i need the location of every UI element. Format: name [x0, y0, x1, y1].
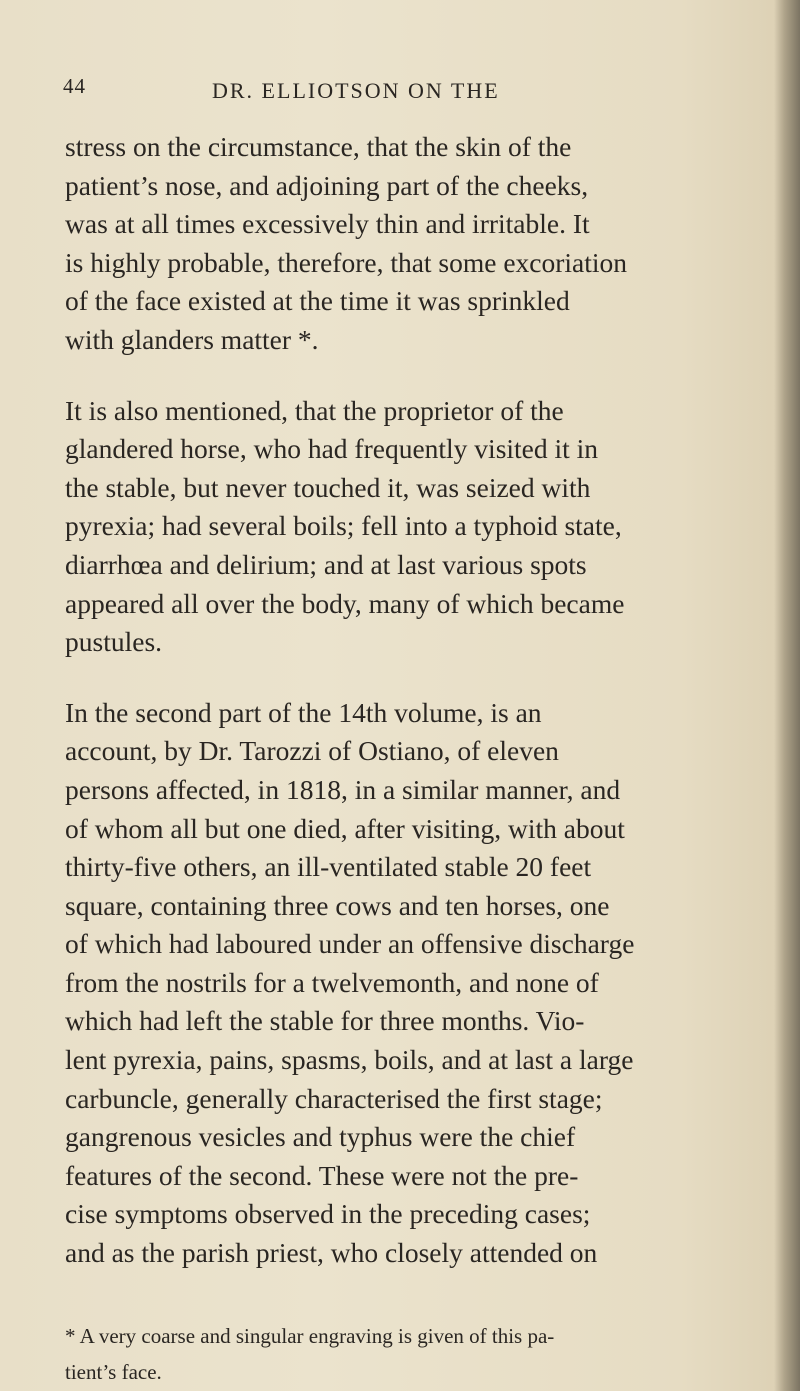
- text-line: lent pyrexia, pains, spasms, boils, and at last a large: [65, 1044, 634, 1076]
- text-line: square, containing three cows and ten horses, one: [65, 889, 610, 921]
- running-head: DR. ELLIOTSON ON THE: [212, 78, 500, 103]
- paragraph-gap: [65, 360, 715, 392]
- footnote-line: tient’s face.: [65, 1360, 162, 1384]
- text-line: pustules.: [65, 626, 163, 658]
- text-line: persons affected, in 1818, in a similar manner, and: [65, 773, 621, 805]
- text-line: patient’s nose, and adjoining part of the cheeks,: [65, 169, 589, 201]
- page-edge-shadow: [774, 0, 800, 1391]
- text-line: is highly probable, therefore, that some excoriation: [65, 246, 628, 278]
- text-line: was at all times excessively thin and irritable. It: [65, 208, 590, 240]
- text-line: of whom all but one died, after visiting, with about: [65, 812, 625, 844]
- text-line: carbuncle, generally characterised the first stage;: [65, 1082, 603, 1114]
- text-line: with glanders matter *.: [65, 323, 319, 355]
- text-line: thirty-five others, an ill-ventilated stable 20 feet: [65, 851, 592, 883]
- text-line: In the second part of the 14th volume, is an: [65, 696, 542, 728]
- text-line: features of the second. These were not the pre-: [65, 1159, 579, 1191]
- paragraph: [65, 392, 715, 662]
- text-line: and as the parish priest, who closely attended on: [65, 1237, 598, 1269]
- text-line: the stable, but never touched it, was seized with: [65, 471, 591, 503]
- text-line: from the nostrils for a twelvemonth, and none of: [65, 966, 599, 998]
- text-line: of the face existed at the time it was sprinkled: [65, 285, 570, 317]
- body-text: [65, 128, 715, 1273]
- text-line: diarrhœa and delirium; and at last various spots: [65, 548, 587, 580]
- page-number: 44: [63, 74, 86, 98]
- paragraph: [65, 694, 715, 1273]
- paragraph-gap: [65, 662, 715, 694]
- text-line: pyrexia; had several boils; fell into a typhoid state,: [65, 510, 622, 542]
- text-line: cise symptoms observed in the preceding cases;: [65, 1198, 591, 1230]
- text-line: which had left the stable for three months. Vio-: [65, 1005, 585, 1037]
- footnote-line: * A very coarse and singular engraving is given of this pa-: [65, 1324, 555, 1348]
- text-line: of which had laboured under an offensive discharge: [65, 928, 635, 960]
- page-header: [0, 68, 800, 108]
- footnote: [65, 1318, 715, 1390]
- text-line: gangrenous vesicles and typhus were the chief: [65, 1121, 576, 1153]
- text-line: account, by Dr. Tarozzi of Ostiano, of eleven: [65, 735, 559, 767]
- text-line: glandered horse, who had frequently visited it in: [65, 433, 599, 465]
- text-line: appeared all over the body, many of which became: [65, 587, 625, 619]
- text-line: stress on the circumstance, that the skin of the: [65, 131, 572, 162]
- paragraph: [65, 128, 715, 360]
- text-line: It is also mentioned, that the proprietor of the: [65, 394, 564, 426]
